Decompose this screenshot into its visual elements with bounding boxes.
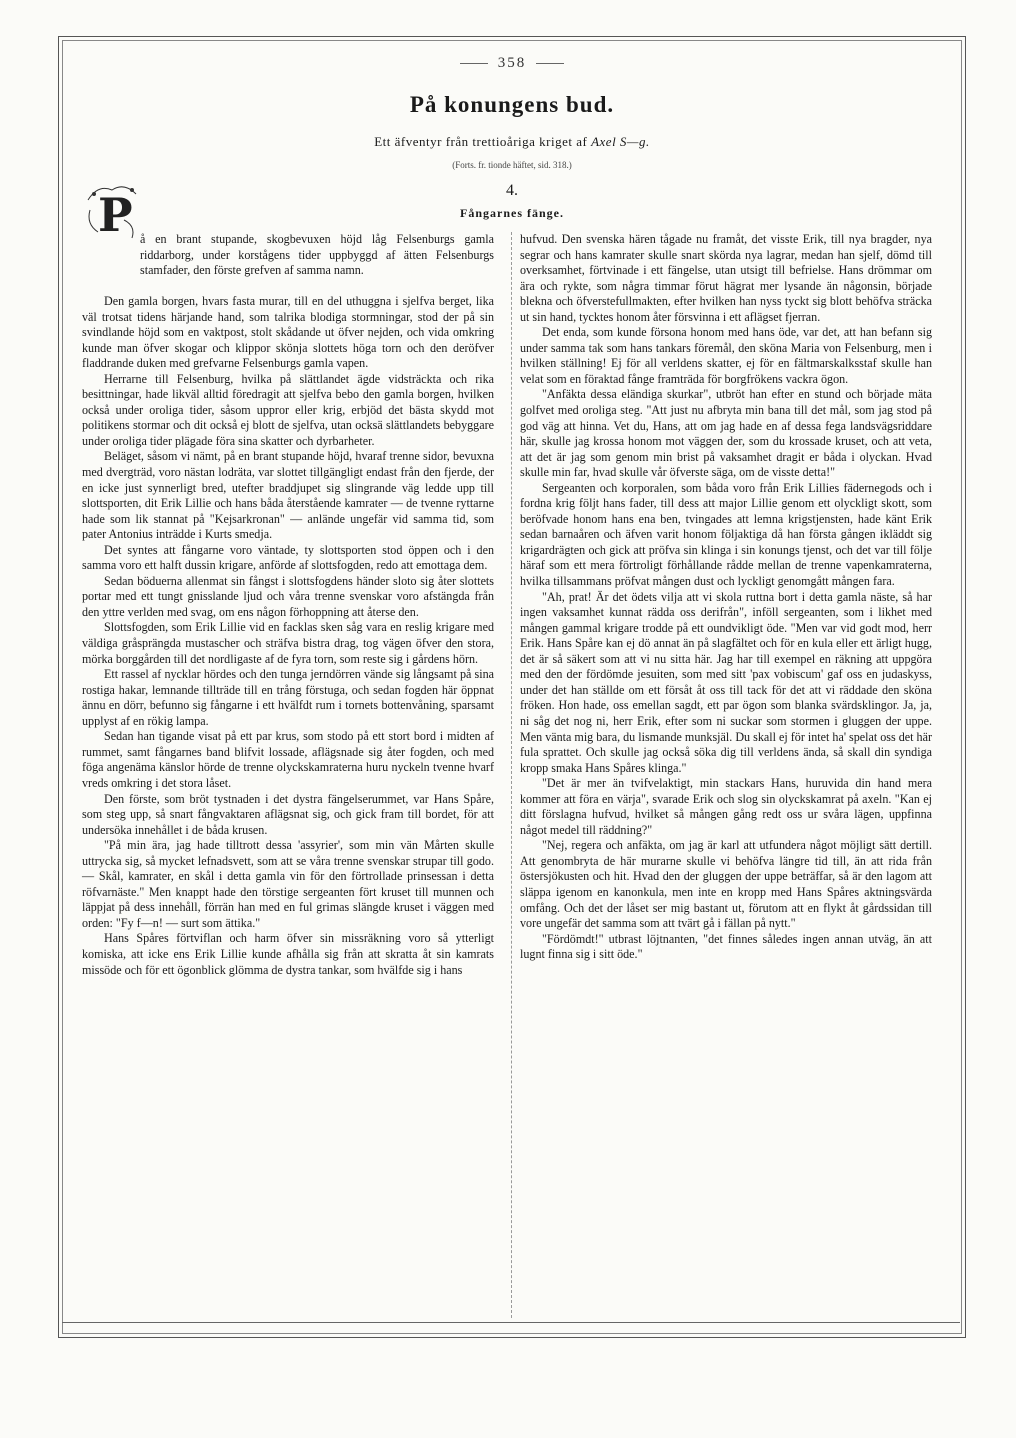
bottom-rule	[62, 1322, 960, 1323]
ornamental-initial	[84, 180, 140, 240]
paragraph: å en brant stupande, skogbevuxen höjd låg Felsenburgs gamla riddarborg, under korstågens tider uppbyggd af ätten Felsenburgs stamfader, den förste grefven af samma namn.	[140, 232, 494, 278]
continuation-note: (Forts. fr. tionde häftet, sid. 318.)	[452, 160, 572, 170]
subtitle-text: Ett äfventyr från trettioåriga kriget af	[374, 134, 592, 149]
chapter-number: 4.	[506, 182, 518, 199]
chapter-title: Fångarnes fänge.	[460, 206, 564, 220]
paragraph: "Fördömdt!" utbrast löjtnanten, "det finnes således ingen annan utväg, än att lugnt finna sig i sitt öde."	[520, 931, 932, 962]
paragraph: Herrarne till Felsenburg, hvilka på slättlandet ägde vidsträckta och rika besittningar, hade likväl alltid föredragit att sjelfva bebo den gamla borgen, hvilken också under oroliga tider, såsom uppror eller krig, erbjöd det bästa skydd mot politikens stormar och dit också ej blott de sjelfva, utan ocksä slättlandets bebyggare under oroliga tider plägade föra sina skatter och dyrbarheter.	[82, 371, 494, 448]
paragraph: hufvud. Den svenska hären tågade nu framåt, det visste Erik, till nya bragder, nya segrar och hans kamrater skulle snart skörda nya lagrar, medan han sjelf, dömd till overksamhet, förtvinade i ett fängelse, utan utsigt till befrielse. Hans drömmar om ära och rykte, som några timmar förut hägrat mer lysande än någonsin, började blekna och öfverstefullmakten, efter hvilken han nyss tyckt sig blott behöfva sträcka ut sin hand, tycktes honom åter försvinna i ett aflägset fjerran.	[520, 232, 932, 324]
author-name: Axel S—g.	[591, 134, 650, 149]
page-number: 358	[450, 55, 575, 71]
left-column-body	[82, 294, 494, 978]
article-subtitle	[60, 134, 964, 150]
paragraph: Det syntes att fångarne voro väntade, ty slottsporten stod öppen och i den samma voro ett halft dussin krigare, anförde af slottsfogden, redo att emottaga dem.	[82, 542, 494, 573]
paragraph: Sedan han tigande visat på ett par krus, som stodo på ett stort bord i midten af rummet, samt fångarnes band blifvit lossade, aflägsnade sig åter fogden, och med föga angenäma känslor hörde de trenne olyckskamraterna huru nyckeln tvenne hvarf vreds omkring i det stora låset.	[82, 729, 494, 790]
paragraph: Slottsfogden, som Erik Lillie vid en facklas sken såg vara en reslig krigare med väldiga gråsprängda mustascher och sträfva bistra drag, tog vägen öfver den stora, mörka borggården till det nordligaste af de fyra torn, som reste sig i gårdens hörn.	[82, 620, 494, 666]
paragraph: Sergeanten och korporalen, som båda voro från Erik Lillies fädernegods och i fordna krig följt hans fader, till dess att major Lillie genom ett olyckligt skott, som beröfvade honom hans ena ben, tvingades att lemna krigstjensten, hade känt Erik sedan barnaåren och äfven varit honom följaktiga då han första gången ikläddt sig krigardrägten och gick att pröfva sin klinga i sin konungs tjenst, och det var till följe häraf som ett mera förtroligt förhållande rådde mellan de trenne vapenkamraterna, hvilka tillsammans pröfvat mången dust och lyckligt genomgått mången fara.	[520, 480, 932, 589]
paragraph: "På min ära, jag hade tilltrott dessa 'assyrier', som min vän Mårten skulle uttrycka sig, så mycket lefnadsvett, som att se våra trenne svenskar strupar till godo. — Skål, kamrater, en skål i detta gamla vin för den förtrollade prinsessan i detta röfvarnäste." Men knappt hade den törstige sergeanten fört kruset till munnen och läppjat på dess innehåll, förrän han med en ful grimas slängde kruset i väggen med orden: "Fy f—n! — surt som ättika."	[82, 838, 494, 930]
paragraph: Sedan böduerna allenmat sin fångst i slottsfogdens händer sloto sig åter slottets portar med ett tungt gnisslande ljud och våra trenne svenskar voro afstängda från den yttre verlden med svag, om ens någon förhoppning att återse den.	[82, 573, 494, 619]
column-divider	[511, 232, 512, 1318]
article-title: På konungens bud.	[409, 92, 615, 117]
paragraph: "Nej, regera och anfäkta, om jag är karl att utfundera något möjligt sätt dertill. Att genombryta de här murarne skulle vi behöfva längre tid till, än att rida från östersjökusten och hit. Hvad den der gluggen der uppe beträffar, så är den lagom att släppa igenom en kanonkula, men inte en kropp med Hans Spåres aktningsvärda omfång. Och det der låset ser mig bastant ut, förutom att en flykt åt gårdssidan till vore ungefär det samma som att tvärt gå i fällan på nytt."	[520, 838, 932, 931]
paragraph: Ett rassel af nycklar hördes och den tunga jerndörren vände sig långsamt på sina rostiga hakar, lemnande tillträde till en trång förstuga, och sedan fogden här öppnat ännu en dörr, befunno sig fångarne i ett hvälfdt rum i tornets bottenvåning, sparsamt upplyst af en rökig lampa.	[82, 667, 494, 728]
page-header	[60, 54, 964, 72]
paragraph: Den förste, som bröt tystnaden i det dystra fängelserummet, var Hans Spåre, som steg upp, så snart fångvaktaren aflägsnat sig, och gick fram till bordet, för att undersöka innehållet i de båda krusen.	[82, 791, 494, 837]
paragraph: Det enda, som kunde försona honom med hans öde, var det, att han befann sig under samma tak som hans tankars föremål, den sköna Maria von Felsenburg, men i hvilken ställning! Ej för all verldens skatter, ej för en fältmarskalksstaf skulle han velat som en föraktad fånge framträda för borgfrökens vackra ögon.	[520, 325, 932, 386]
paragraph: "Det är mer än tvifvelaktigt, min stackars Hans, huruvida din hand mera kommer att föra en värja", svarade Erik och slog sin olyckskamrat på axeln. "Kan ej ditt förslagna hufvud, hvilket så mången gång redt oss ur svåra lägen, uppfinna något medel till räddning?"	[520, 776, 932, 837]
paragraph: Den gamla borgen, hvars fasta murar, till en del uthuggna i sjelfva berget, lika väl trotsat tidens härjande hand, som talrika blodiga stormningar, stod der på sin svindlande höjd som en vaktpost, stolt skådande ut öfver nejden, och vida omkring kunde man öfver skogar och klippor skönja slottets höga torn och den deröfver fladdrande duken med grefvarne Felsenburgs gamla vapen.	[82, 294, 494, 371]
paragraph: "Anfäkta dessa eländiga skurkar", utbröt han efter en stund och började mäta golfvet med oroliga steg. "Att just nu afbryta min bana till det mål, som jag stod på god väg att hinna. Vet du, Hans, att om jag hade en af dessa fega landsvägsriddare här, skulle jag krossa honom mot väggen der, som du krossade kruset, och att veta, att det är jag som genom min brist på vaksamhet dragit er båda i olyckan. Hvad skulle min far, hvad skulle vår öfverste säga, om de visste detta!"	[520, 387, 932, 480]
left-column	[140, 232, 494, 279]
paragraph: Beläget, såsom vi nämt, på en brant stupande höjd, hvaraf trenne sidor, bevuxna med dvergträd, voro nästan lodräta, var slottet tillgängligt endast från den fjerde, der en icke just synnerligt bred, utefter braddjupet sig slingrande väg ledde upp till slottsporten, dit Erik Lillie och hans båda återstående kamrater — de tvenne ryttarne hade som lik stannat på "Kejsarkronan" — anlände ungefär vid samma tid, som pater Antonius inträdde i Kurts smedja.	[82, 449, 494, 542]
right-column	[520, 232, 932, 963]
initial-letter: P	[98, 188, 133, 242]
paragraph: Hans Spåres förtviflan och harm öfver sin missräkning voro så ytterligt komiska, att icke ens Erik Lillie kunde afhålla sig från att skratta åt sin kamrats missöde och för ett ögonblick glömma de dystra tankar, som hvälfde sig i hans	[82, 931, 494, 977]
paragraph: "Ah, prat! Är det ödets vilja att vi skola ruttna bort i detta gamla näste, så har ingen vaksamhet kunnat rädda oss derifrån", inföll sergeanten, som i likhet med mången gammal krigare trodde på ett oundvikligt öde. "Men var vid godt mod, herr Erik. Hans Spåre kan ej dö annat än på slagfältet och för en kula eller ett ärligt hugg, det är så säkert som att vi nu sitta här. Jag har till exempel en räkning att uppgöra med den der fördömde jesuiten, som med sitt 'pax vobiscum' gaf oss en judaskyss, under det han ställde om ett försåt åt oss till tack för det att vi räddade den sköna fröken. Hon hade, oss emellan sagdt, ett par ögon som blanka svärdsklingor. Ja, ja, ni såg det nog ni, herr Erik, efter som ni suckar som stormen i gluggen der uppe. Men vänta mig bara, du lismande munksjäl. Du skall ej för intet ha' spelat oss det här fula sprattet. Och skulle jag också söka dig till verldens ända, så skall din syndiga kropp smaka Hans Spåres klinga."	[520, 589, 932, 775]
